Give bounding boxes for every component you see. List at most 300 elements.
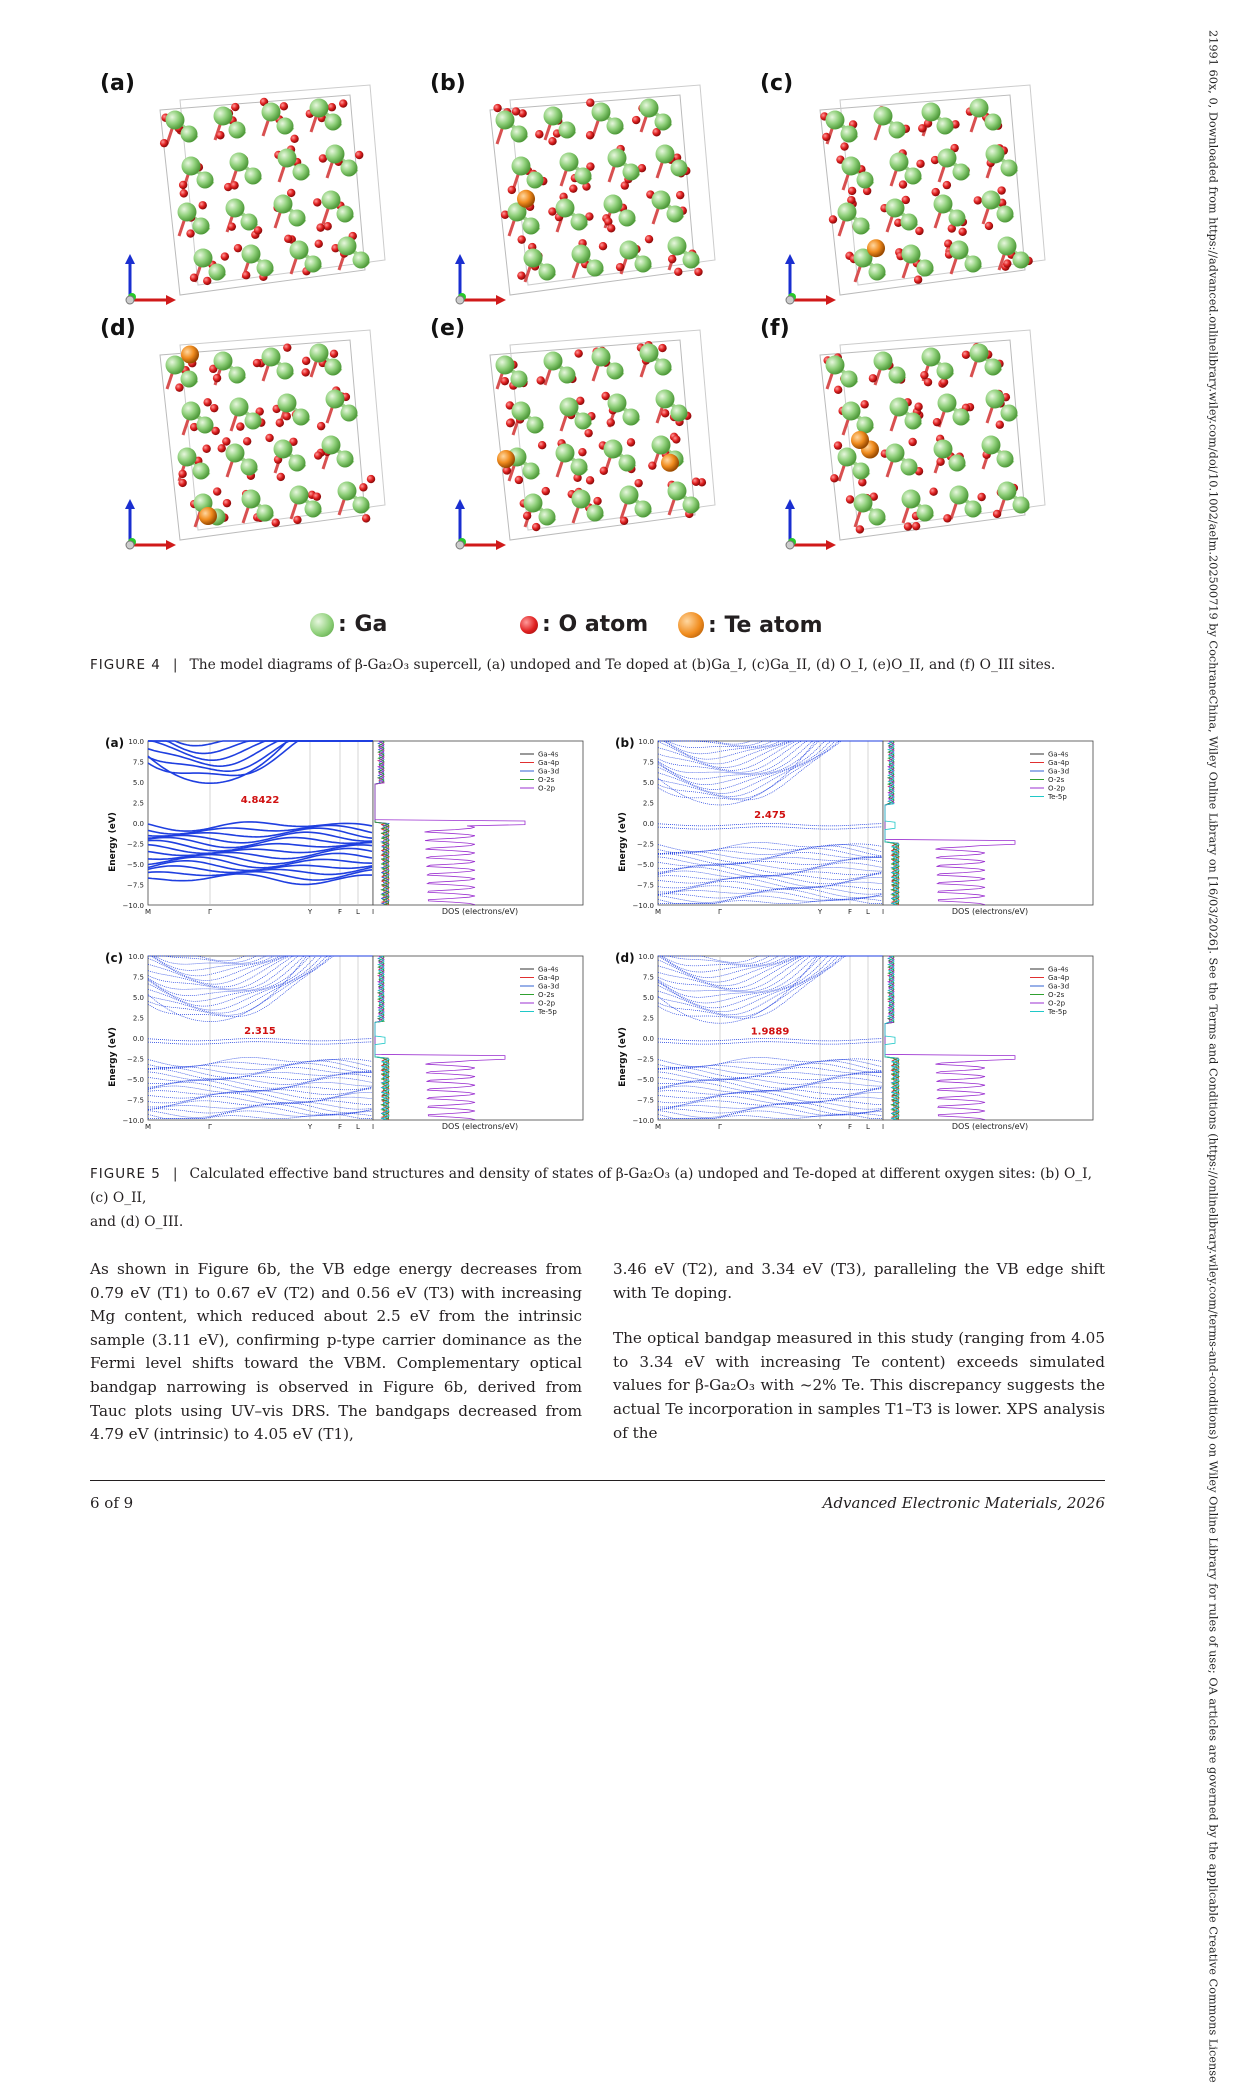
structure-panel [430, 71, 715, 305]
o-atom [676, 191, 684, 199]
o-atom [569, 184, 577, 192]
dos-legend-label: Te-5p [538, 1008, 557, 1016]
ga-atom [857, 417, 874, 434]
o-atom [627, 438, 635, 446]
ga-atom [886, 199, 905, 218]
ga-atom [230, 153, 249, 172]
o-atom [586, 131, 594, 139]
dos-legend-label: Ga-3d [538, 767, 560, 776]
o-atom [548, 207, 556, 215]
ga-atom [953, 164, 970, 181]
c-axis-arrow-head [125, 254, 135, 264]
dos-legend-label: O-2p [538, 999, 556, 1008]
ga-atom [997, 206, 1014, 223]
o-atom [834, 441, 842, 449]
ga-atom [181, 126, 198, 143]
ga-atom [950, 486, 969, 505]
o-atom [834, 386, 842, 394]
o-atom [213, 487, 221, 495]
ga-atom [326, 390, 345, 409]
o-atom [607, 418, 615, 426]
y-tick-label: −5.0 [127, 861, 144, 869]
o-atom [931, 188, 939, 196]
c-axis-arrow-head [785, 254, 795, 264]
o-atom [586, 476, 594, 484]
dos-legend-label: Ga-3d [1048, 767, 1070, 776]
ga-atom [193, 463, 210, 480]
y-tick-label: −5.0 [127, 1076, 144, 1084]
ga-atom [241, 459, 258, 476]
o-atom [912, 522, 920, 530]
body-paragraph-left: As shown in Figure 6b, the VB edge energy decreases from 0.79 eV (T1) to 0.67 eV (T2) and 0.56 eV (T3) with increasing Mg content, which reduced about 2.5 eV from the intrinsic sample (3.11 eV), confirming p-type carrier dominance as the Fermi level shifts toward the VBM. Complementary optical bandgap narrowing is observed in Figure 6b, derived from Tauc plots using UV–vis DRS. The bandgaps decreased from 4.79 eV (intrinsic) to 4.05 eV (T1), [90, 1260, 582, 1444]
o-atom [542, 487, 550, 495]
a-axis-arrow-head [166, 540, 176, 550]
ga-atom [998, 237, 1017, 256]
o-atom [280, 102, 288, 110]
ga-atom [917, 505, 934, 522]
o-atom [317, 422, 325, 430]
o-atom [362, 514, 370, 522]
ga-atom [496, 111, 515, 130]
ga-atom [322, 436, 341, 455]
ga-atom [310, 99, 329, 118]
ga-atom [289, 455, 306, 472]
te-atom [867, 239, 885, 257]
ga-atom [922, 348, 941, 367]
ga-atom [986, 390, 1005, 409]
ga-atom [560, 398, 579, 417]
ga-atom [290, 486, 309, 505]
k-point-label: I [881, 908, 885, 916]
y-tick-label: −7.5 [637, 1096, 654, 1105]
ga-atom [274, 195, 293, 214]
o-atom [213, 374, 221, 382]
legend-te-label: : Te atom [708, 612, 823, 638]
ga-atom [556, 444, 575, 463]
ga-atom [293, 164, 310, 181]
ga-atom [640, 99, 659, 118]
ga-atom [656, 145, 675, 164]
o-atom [202, 445, 210, 453]
o-atom [190, 274, 198, 282]
o-atom [648, 461, 656, 469]
ga-atom [512, 402, 531, 421]
ga-atom [322, 191, 341, 210]
k-point-label: Y [307, 1123, 313, 1131]
y-tick-label: 10.0 [128, 953, 144, 961]
ga-atom [853, 218, 870, 235]
body-paragraph-right-1: 3.46 eV (T2), and 3.34 eV (T3), paralleling the VB edge shift with Te doping. [613, 1260, 1105, 1302]
o-atom [293, 516, 301, 524]
ga-atom [326, 145, 345, 164]
te-atom [661, 454, 679, 472]
o-atom [210, 404, 218, 412]
figure-5-band-structures [100, 732, 1100, 1142]
origin-marker [786, 541, 794, 549]
ga-atom [604, 195, 623, 214]
panel-label: (a) [105, 736, 125, 750]
o-atom [272, 519, 280, 527]
ga-atom [842, 157, 861, 176]
ga-atom [511, 371, 528, 388]
o-atom [593, 497, 601, 505]
k-point-label: Γ [208, 908, 212, 916]
o-atom [328, 103, 336, 111]
ga-atom [544, 107, 563, 126]
dos-legend-label: O-2p [1048, 999, 1066, 1008]
o-atom [997, 186, 1005, 194]
o-atom [915, 227, 923, 235]
ga-atom [668, 482, 687, 501]
ga-atom [841, 126, 858, 143]
ga-atom [886, 444, 905, 463]
ga-atom [338, 237, 357, 256]
dos-legend-label: Te-5p [1048, 1008, 1067, 1016]
panel-label: (a) [100, 71, 135, 96]
o-atom [277, 473, 285, 481]
ga-atom [889, 367, 906, 384]
o-atom [243, 437, 251, 445]
ga-atom [592, 103, 611, 122]
ga-atom [982, 436, 1001, 455]
c-axis-arrow-head [125, 499, 135, 509]
o-atom [586, 99, 594, 107]
o-atom [313, 198, 321, 206]
ga-atom [278, 149, 297, 168]
k-point-label: M [654, 1123, 662, 1131]
o-atom [221, 252, 229, 260]
o-atom [236, 422, 244, 430]
ga-atom [619, 455, 636, 472]
ga-atom [635, 256, 652, 273]
o-atom [985, 222, 993, 230]
legend-o-label: : O atom [542, 612, 649, 637]
o-atom [914, 276, 922, 284]
band-frame [658, 741, 883, 905]
ga-atom [826, 356, 845, 375]
dos-legend-label: Ga-4s [1048, 750, 1069, 759]
journal-name: Advanced Electronic Materials, 2026 [822, 1494, 1105, 1512]
y-tick-label: 0.0 [132, 820, 144, 828]
panel-label: (e) [430, 316, 466, 341]
y-tick-label: −10.0 [632, 902, 654, 910]
download-notice: 21991 60x, 0, Downloaded from https://advanced.onlinelibrary.wiley.com/doi/10.1002/aelm.202500719 by CochraneChina, Wiley Online Library on [16/03/2026]. See the Terms and Conditions (https://onlinelibrary.wiley.com/terms-and-conditions) on Wiley Online Library for rules of use; OA articles are governed by the applicable Creative Commons License [1206, 30, 1220, 2083]
ga-atom [197, 172, 214, 189]
y-tick-label: 10.0 [638, 953, 654, 961]
o-atom [523, 512, 531, 520]
ga-atom [874, 107, 893, 126]
ga-atom [623, 409, 640, 426]
y-tick-label: −10.0 [122, 1117, 144, 1125]
ga-atom [166, 356, 185, 375]
y-tick-label: −2.5 [637, 840, 654, 849]
ga-atom [950, 241, 969, 260]
dos-legend-label: O-2s [1048, 991, 1065, 999]
y-tick-label: 7.5 [642, 758, 654, 767]
y-axis-label: Energy (eV) [618, 812, 628, 872]
c-axis-arrow-head [455, 254, 465, 264]
dos-legend-label: O-2p [538, 784, 556, 793]
ga-atom [671, 405, 688, 422]
y-tick-label: −2.5 [127, 840, 144, 849]
te-atom [199, 507, 217, 525]
ga-atom [257, 505, 274, 522]
k-point-label: Γ [718, 908, 722, 916]
ga-atom [338, 482, 357, 501]
ga-atom [668, 237, 687, 256]
body-right-column [613, 1258, 1105, 1467]
o-atom [943, 514, 951, 522]
ga-atom [214, 107, 233, 126]
ga-atom [1013, 497, 1030, 514]
ga-atom [257, 260, 274, 277]
o-atom [840, 142, 848, 150]
o-atom [330, 350, 338, 358]
y-tick-label: −2.5 [637, 1055, 654, 1064]
ga-atom [985, 114, 1002, 131]
ga-atom [242, 245, 261, 264]
figure-4-caption-text: The model diagrams of β-Ga₂O₃ supercell, (a) undoped and Te doped at (b)Ga_I, (c)Ga_II, (d) O_I, (e)O_II, and (f) O_III sites. [189, 657, 1056, 673]
y-tick-label: 2.5 [642, 799, 654, 808]
y-tick-label: 5.0 [642, 994, 654, 1002]
ga-atom [181, 371, 198, 388]
k-point-label: M [144, 908, 152, 916]
o-atom [548, 137, 556, 145]
ga-atom [607, 363, 624, 380]
ga-atom [277, 118, 294, 135]
o-atom [532, 523, 540, 531]
ga-atom [623, 164, 640, 181]
o-atom [538, 441, 546, 449]
ga-atom [341, 160, 358, 177]
figure-4-legend [310, 612, 830, 652]
ga-atom [539, 264, 556, 281]
bandgap-value: 4.8422 [240, 795, 280, 807]
o-atom [977, 493, 985, 501]
ga-atom [197, 417, 214, 434]
ga-atom [310, 344, 329, 363]
ga-atom [997, 451, 1014, 468]
ga-atom [524, 249, 543, 268]
o-atom [231, 103, 239, 111]
ga-atom [826, 111, 845, 130]
dos-legend-label: Ga-4p [1048, 759, 1070, 767]
ga-atom [559, 122, 576, 139]
o-atom [856, 525, 864, 533]
figure-5-caption: FIGURE 5 | Calculated effective band structures and density of states of β-Ga₂O₃ (a) undoped and Te-doped at different oxygen sites: (b) O_I, (c) O_II, and (d) O_III. [90, 1162, 1105, 1234]
band-panel [105, 951, 583, 1131]
page-number: 6 of 9 [90, 1494, 134, 1512]
o-atom [302, 357, 310, 365]
a-axis-arrow-head [496, 540, 506, 550]
ga-atom [869, 509, 886, 526]
o-atom-icon [520, 616, 538, 634]
ga-atom [289, 210, 306, 227]
ga-atom [986, 145, 1005, 164]
ga-atom [305, 256, 322, 273]
ga-atom [619, 210, 636, 227]
origin-marker [456, 296, 464, 304]
panel-label: (d) [615, 951, 635, 965]
o-atom [339, 99, 347, 107]
ga-atom [242, 490, 261, 509]
o-atom [943, 181, 951, 189]
c-axis-arrow-head [785, 499, 795, 509]
o-atom [515, 476, 523, 484]
panel-label: (c) [105, 951, 124, 965]
dos-legend-label: O-2s [1048, 776, 1065, 784]
ga-atom [230, 398, 249, 417]
dos-legend-label: O-2s [538, 991, 555, 999]
ga-atom [608, 149, 627, 168]
y-axis-label: Energy (eV) [108, 812, 118, 872]
ga-atom [1001, 405, 1018, 422]
te-atom [181, 346, 199, 364]
o-atom [904, 522, 912, 530]
y-tick-label: 0.0 [642, 820, 654, 828]
ga-atom [620, 486, 639, 505]
te-atom-icon [678, 612, 704, 638]
y-tick-label: −7.5 [127, 881, 144, 890]
origin-marker [126, 296, 134, 304]
figure-5-caption-text-2: and (d) O_III. [90, 1214, 184, 1230]
ga-atom [305, 501, 322, 518]
dos-axis-label: DOS (electrons/eV) [951, 1122, 1029, 1131]
o-atom [493, 104, 501, 112]
k-point-label: M [654, 908, 662, 916]
o-atom [313, 492, 321, 500]
o-atom [607, 224, 615, 232]
dos-axis-label: DOS (electrons/eV) [441, 1122, 519, 1131]
o-atom [180, 189, 188, 197]
dos-legend-label: Ga-4s [538, 750, 559, 759]
c-axis-arrow-head [455, 499, 465, 509]
band-frame [148, 956, 373, 1120]
o-atom [179, 181, 187, 189]
ga-atom [874, 352, 893, 371]
ga-atom [337, 206, 354, 223]
ga-atom [604, 440, 623, 459]
ga-atom [938, 149, 957, 168]
axes-indicator [125, 254, 176, 305]
o-atom [508, 186, 516, 194]
o-atom [517, 271, 525, 279]
dos-legend-label: Ga-4p [538, 759, 560, 767]
structure-panel [760, 316, 1045, 550]
y-tick-label: 7.5 [132, 973, 144, 982]
dos-legend-label: Ga-3d [1048, 982, 1070, 991]
y-tick-label: −7.5 [637, 881, 654, 890]
y-tick-label: 10.0 [638, 738, 654, 746]
ga-atom [245, 168, 262, 185]
y-tick-label: 5.0 [642, 779, 654, 787]
structure-panel [100, 71, 385, 305]
y-tick-label: −5.0 [637, 1076, 654, 1084]
k-point-label: I [371, 1123, 375, 1131]
figure-5-caption-text-1: Calculated effective band structures and density of states of β-Ga₂O₃ (a) undoped and Te-doped at different oxygen sites: (b) O_I, (c) O_II, [90, 1166, 1093, 1206]
ga-atom [524, 494, 543, 513]
ga-atom [293, 409, 310, 426]
o-atom [535, 130, 543, 138]
dos-axis-label: DOS (electrons/eV) [951, 907, 1029, 916]
o-atom [203, 398, 211, 406]
ga-atom [571, 459, 588, 476]
y-tick-label: 7.5 [642, 973, 654, 982]
ga-atom [587, 505, 604, 522]
ga-atom [194, 249, 213, 268]
k-point-label: L [356, 908, 360, 916]
o-atom [537, 376, 545, 384]
ga-atom [575, 168, 592, 185]
ga-atom [938, 394, 957, 413]
te-atom [497, 450, 515, 468]
o-atom [301, 368, 309, 376]
ga-atom [241, 214, 258, 231]
k-point-label: I [881, 1123, 885, 1131]
ga-atom [512, 157, 531, 176]
o-atom [216, 131, 224, 139]
ga-atom [985, 359, 1002, 376]
ga-atom [905, 413, 922, 430]
o-atom [283, 412, 291, 420]
ga-atom [965, 256, 982, 273]
a-axis-arrow-head [166, 295, 176, 305]
k-point-label: F [847, 908, 853, 916]
ga-atom [922, 103, 941, 122]
o-atom [634, 479, 642, 487]
ga-atom [274, 440, 293, 459]
o-atom [574, 349, 582, 357]
o-atom [692, 478, 700, 486]
ga-atom [640, 344, 659, 363]
k-point-label: F [337, 908, 343, 916]
k-point-label: Γ [208, 1123, 212, 1131]
o-atom [694, 268, 702, 276]
ga-atom [671, 160, 688, 177]
o-atom [584, 429, 592, 437]
structure-panel [100, 316, 385, 550]
k-point-label: F [337, 1123, 343, 1131]
ga-atom [890, 153, 909, 172]
dos-legend-label: O-2p [1048, 784, 1066, 793]
bandgap-value: 1.9889 [750, 1026, 790, 1038]
ga-atom [556, 199, 575, 218]
ga-atom [934, 440, 953, 459]
o-atom [512, 107, 520, 115]
ga-atom [902, 245, 921, 264]
ga-atom [290, 241, 309, 260]
ga-atom [890, 398, 909, 417]
figure-4 [90, 60, 1130, 650]
o-atom [314, 451, 322, 459]
figure-4-caption-label: FIGURE 4 [90, 657, 161, 673]
ga-atom [655, 114, 672, 131]
o-atom [830, 474, 838, 482]
o-atom [674, 268, 682, 276]
ga-atom [965, 501, 982, 518]
o-atom [848, 187, 856, 195]
o-atom [287, 189, 295, 197]
ga-atom [353, 497, 370, 514]
ga-atom [571, 214, 588, 231]
a-axis-arrow-head [496, 295, 506, 305]
k-point-label: I [371, 908, 375, 916]
ga-atom [226, 444, 245, 463]
ga-atom-icon [310, 613, 334, 637]
k-point-label: F [847, 1123, 853, 1131]
band-panel [615, 736, 1093, 916]
panel-label: (b) [430, 71, 466, 96]
